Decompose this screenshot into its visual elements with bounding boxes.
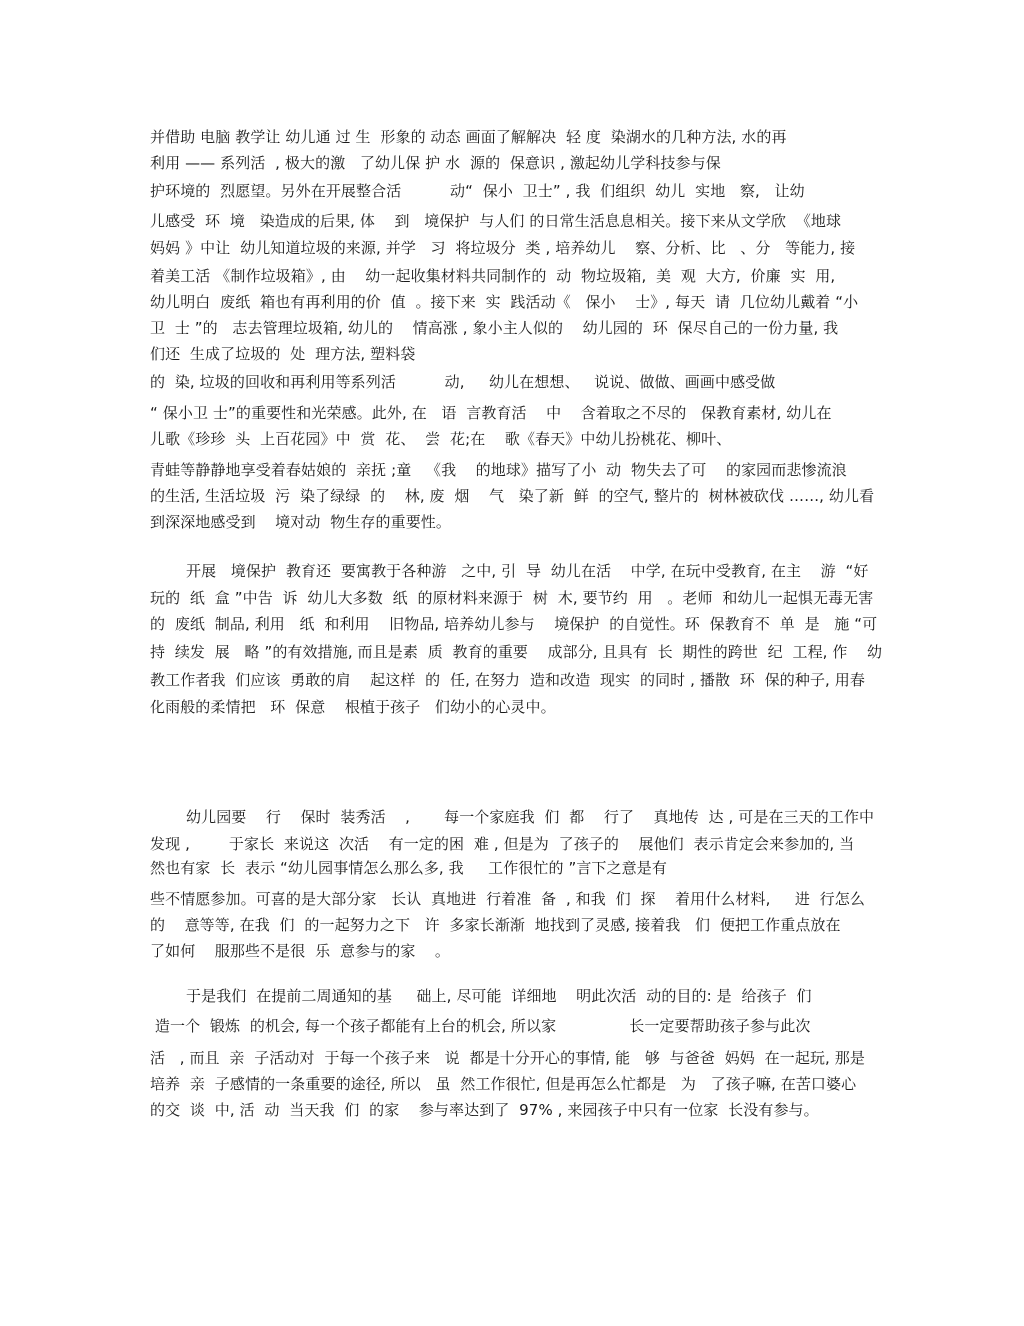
text-line: 培养 亲 子感情的一条重要的途径, 所以 虽 然工作很忙, 但是再怎么忙都是 为 了孩子嘛, 在苦口婆心 bbox=[150, 1075, 857, 1093]
text-line: 幼儿园要 行 保时 装秀活 , 每一个家庭我 们 都 行了 真地传 达 , 可是在三天的工作中 bbox=[186, 808, 875, 826]
text-line: 护环境的 烈愿望。另外在开展整合活 动“ 保小 卫士” , 我 们组织 幼儿 实地 察, 让幼 bbox=[150, 182, 805, 200]
text-line: 的 废纸 制品, 利用 纸 和利用 旧物品, 培养幼儿参与 境保护 的自觉性。环 保教育不 单 是 施 “可 bbox=[150, 615, 878, 633]
text-line: 利用 —— 系列活 , 极大的激 了幼儿保 护 水 源的 保意识 , 激起幼儿学科技参与保 bbox=[150, 154, 721, 172]
text-line: 玩的 纸 盒 ”中告 诉 幼儿大多数 纸 的原材料来源于 树 木, 要节约 用 。老师 和幼儿一起惧无毒无害 bbox=[150, 589, 874, 607]
text-line: “ 保小卫 士”的重要性和光荣感。此外, 在 语 言教育活 中 含着取之不尽的 保教育素材, 幼儿在 bbox=[150, 404, 832, 422]
text-line: 然也有家 长 表示 “幼儿园事情怎么那么多, 我 工作很忙的 ”言下之意是有 bbox=[150, 859, 667, 877]
text-line: 持 续发 展 略 ”的有效措施, 而且是素 质 教育的重要 成部分, 且具有 长 期性的跨世 纪 工程, 作 幼 bbox=[150, 643, 883, 661]
text-line: 幼儿明白 废纸 箱也有再利用的价 值 。接下来 实 践活动《 保小 士》, 每天 请 几位幼儿戴着 “小 bbox=[150, 293, 859, 311]
text-line: 儿歌《珍珍 头 上百花园》中 赏 花、 尝 花;在 歌《春天》中幼儿扮桃花、柳叶、 bbox=[150, 430, 732, 448]
text-line: 妈妈 》中让 幼儿知道垃圾的来源, 并学 习 将垃圾分 类 , 培养幼儿 察、分析、比 、分 等能力, 接 bbox=[150, 239, 856, 257]
text-line: 活 , 而且 亲 子活动对 于每一个孩子来 说 都是十分开心的事情, 能 够 与爸爸 妈妈 在一起玩, 那是 bbox=[150, 1049, 865, 1067]
text-line: 于是我们 在提前二周通知的基 础上, 尽可能 详细地 明此次活 动的目的: 是 给孩子 们 bbox=[186, 987, 812, 1005]
text-line: 着美工活 《制作垃圾箱》, 由 幼一起收集材料共同制作的 动 物垃圾箱, 美 观 大方, 价廉 实 用, bbox=[150, 267, 836, 285]
text-line: 些不情愿参加。可喜的是大部分家 长认 真地进 行着准 备 , 和我 们 探 着用什么材料, 进 行怎么 bbox=[150, 890, 865, 908]
text-line: 开展 境保护 教育还 要寓教于各种游 之中, 引 导 幼儿在活 中学, 在玩中受教育, 在主 游 “好 bbox=[186, 562, 869, 580]
text-line: 卫 士 ”的 志去管理垃圾箱, 幼儿的 情高涨 , 象小主人似的 幼儿园的 环 保尽自己的一份力量, 我 bbox=[150, 319, 839, 337]
text-line: 青蛙等静静地享受着春姑娘的 亲抚 ;童 《我 的地球》描写了小 动 物失去了可 的家园而悲惨流浪 bbox=[150, 461, 847, 479]
text-line: 的交 谈 中, 活 动 当天我 们 的家 参与率达到了 97% , 来园孩子中只有一位家 长没有参与。 bbox=[150, 1101, 819, 1119]
text-line: 造一个 锻炼 的机会, 每一个孩子都能有上台的机会, 所以家 长一定要帮助孩子参与此次 bbox=[150, 1017, 811, 1035]
text-line: 了如何 服那些不是很 乐 意参与的家 。 bbox=[150, 942, 451, 960]
text-line: 的生活, 生活垃圾 污 染了绿绿 的 林, 废 烟 气 染了新 鲜 的空气, 整片的 树林被砍伐 ……, 幼儿看 bbox=[150, 487, 875, 505]
text-line: 的 染, 垃圾的回收和再利用等系列活 动, 幼儿在想想、 说说、做做、画画中感受做 bbox=[150, 373, 776, 391]
text-line: 的 意等等, 在我 们 的一起努力之下 许 多家长渐渐 地找到了灵感, 接着我 们 便把工作重点放在 bbox=[150, 916, 841, 934]
text-line: 并借助 电脑 教学让 幼儿通 过 生 形象的 动态 画面了解解决 轻 度 染湖水的几种方法, 水的再 bbox=[150, 128, 787, 146]
text-line: 们还 生成了垃圾的 处 理方法, 塑料袋 bbox=[150, 345, 416, 363]
text-line: 儿感受 环 境 染造成的后果, 体 到 境保护 与人们 的日常生活息息相关。接下来从文学欣 《地球 bbox=[150, 212, 842, 230]
text-line: 到深深地感受到 境对动 物生存的重要性。 bbox=[150, 513, 452, 531]
text-line: 教工作者我 们应该 勇敢的肩 起这样 的 任, 在努力 造和改造 现实 的同时 , 播散 环 保的种子, 用春 bbox=[150, 671, 865, 689]
text-line: 发现 , 于家长 来说这 次活 有一定的困 难 , 但是为 了孩子的 展他们 表示肯定会来参加的, 当 bbox=[150, 835, 855, 853]
text-line: 化雨般的柔情把 环 保意 根植于孩子 们幼小的心灵中。 bbox=[150, 698, 556, 716]
